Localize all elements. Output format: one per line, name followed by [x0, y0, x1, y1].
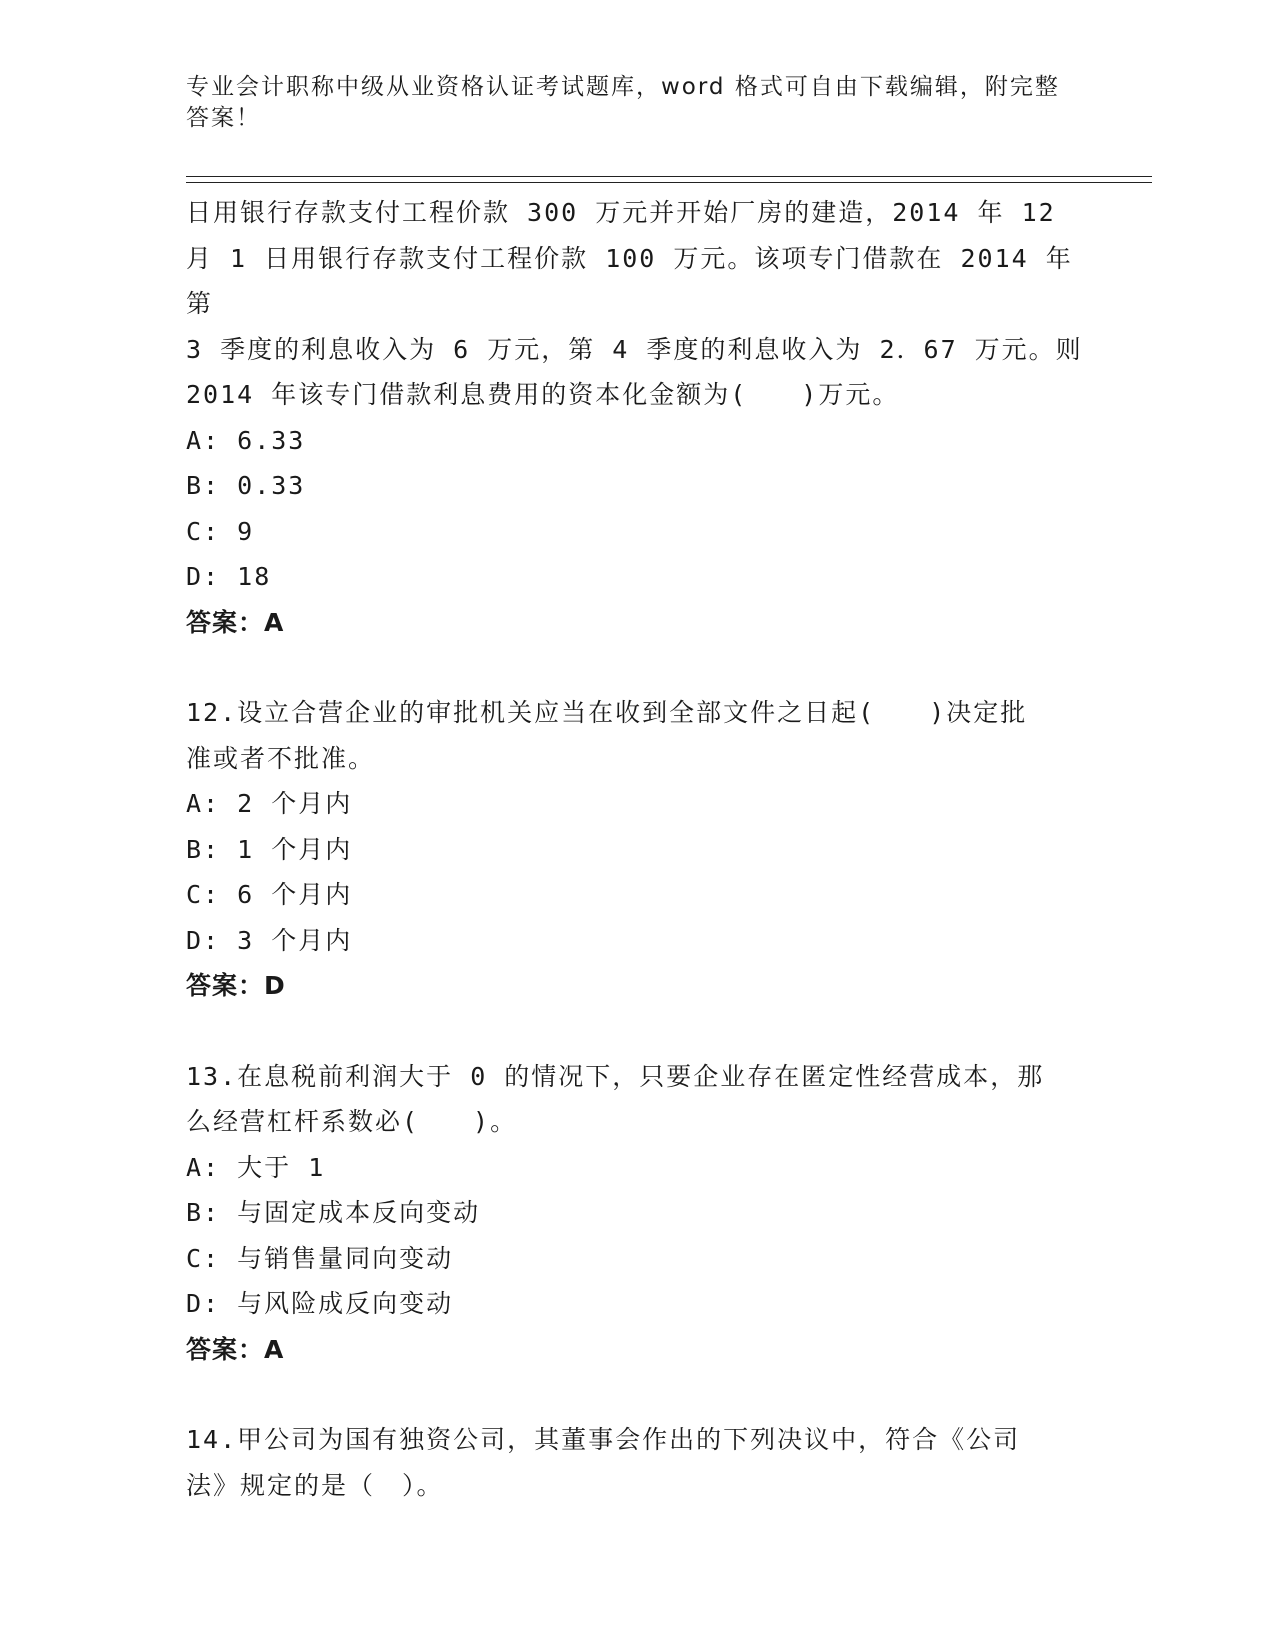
- question-text-line: 么经营杠杆系数必( )。: [186, 1107, 518, 1136]
- question-text-line: 法》规定的是（ ）。: [186, 1470, 444, 1500]
- question-text-line: 2014 年该专门借款利息费用的资本化金额为( )万元。: [186, 380, 900, 409]
- question-12: [186, 690, 1086, 1009]
- option-b: B: 1 个月内: [186, 834, 353, 864]
- header-rule-bottom: [186, 182, 1152, 183]
- option-a: A: 6.33: [186, 425, 306, 455]
- question-text-line: 3 季度的利息收入为 6 万元，第 4 季度的利息收入为 2．67 万元。则: [186, 334, 1083, 364]
- question-content: [186, 190, 1086, 1508]
- page-header-note: 专业会计职称中级从业资格认证考试题库，word 格式可自由下载编辑，附完整答案！: [186, 74, 1060, 131]
- option-c: C: 6 个月内: [186, 880, 353, 909]
- answer: 答案：A: [186, 1334, 285, 1364]
- question-11-continued: [186, 190, 1086, 645]
- option-a: A: 2 个月内: [186, 789, 353, 818]
- option-b: B: 与固定成本反向变动: [186, 1198, 481, 1227]
- question-text-line: 14.甲公司为国有独资公司，其董事会作出的下列决议中，符合《公司: [186, 1425, 1021, 1454]
- question-text-line: 月 1 日用银行存款支付工程价款 100 万元。该项专门借款在 2014 年第: [186, 243, 1073, 318]
- answer: 答案：D: [186, 971, 286, 1000]
- question-14: [186, 1417, 1086, 1508]
- option-c: C: 9: [186, 516, 255, 546]
- option-d: D: 与风险成反向变动: [186, 1289, 454, 1318]
- header-rule-top: [186, 176, 1152, 177]
- spacer: [186, 645, 1086, 690]
- option-a: A: 大于 1: [186, 1152, 326, 1182]
- question-text-line: 日用银行存款支付工程价款 300 万元并开始厂房的建造，2014 年 12: [186, 198, 1056, 227]
- spacer: [186, 1009, 1086, 1054]
- question-text-line: 13.在息税前利润大于 0 的情况下，只要企业存在匿定性经营成本，那: [186, 1061, 1045, 1091]
- option-c: C: 与销售量同向变动: [186, 1243, 454, 1273]
- option-b: B: 0.33: [186, 471, 306, 500]
- spacer: [186, 1372, 1086, 1417]
- question-text-line: 12.设立合营企业的审批机关应当在收到全部文件之日起( )决定批: [186, 698, 1028, 727]
- question-text-line: 准或者不批准。: [186, 743, 376, 773]
- question-13: [186, 1054, 1086, 1373]
- option-d: D: 18: [186, 562, 272, 591]
- option-d: D: 3 个月内: [186, 925, 353, 955]
- answer: 答案：A: [186, 607, 285, 637]
